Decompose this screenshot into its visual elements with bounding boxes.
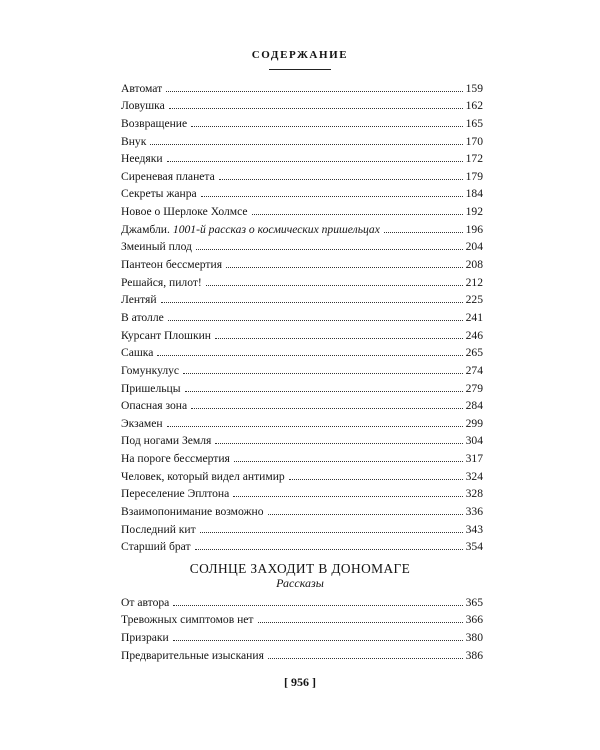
toc-entry-page: 159 bbox=[465, 81, 483, 95]
toc-entry-title: Старший брат bbox=[121, 540, 191, 554]
toc-entry-title: Переселение Эплтона bbox=[121, 487, 230, 501]
toc-entry-title: От автора bbox=[121, 595, 170, 609]
toc-entry-page: 284 bbox=[465, 399, 483, 413]
toc-entry bbox=[121, 218, 483, 236]
toc-entry bbox=[121, 200, 483, 218]
toc-entry-page: 317 bbox=[465, 452, 483, 466]
toc-entry bbox=[121, 95, 483, 113]
toc-entry bbox=[121, 483, 483, 501]
toc-entry bbox=[121, 626, 483, 644]
toc-entry bbox=[121, 253, 483, 271]
toc-entry-title: Курсант Плошкин bbox=[121, 328, 211, 342]
toc-entry-title: Возвращение bbox=[121, 116, 188, 130]
toc-entry-title: Последний кит bbox=[121, 522, 196, 536]
toc-entry-title: Неедяки bbox=[121, 152, 163, 166]
toc-entry bbox=[121, 165, 483, 183]
dot-leader bbox=[195, 549, 463, 550]
toc-entry bbox=[121, 77, 483, 95]
dot-leader bbox=[258, 622, 463, 623]
toc-entry-title: Экзамен bbox=[121, 416, 163, 430]
toc-entry-page: 265 bbox=[465, 346, 483, 360]
running-head: СОДЕРЖАНИЕ bbox=[251, 49, 349, 61]
toc-entry-page: 184 bbox=[465, 187, 483, 201]
toc-entry-page: 299 bbox=[465, 416, 483, 430]
toc-entry-title: Призраки bbox=[121, 630, 169, 644]
toc-entry-page: 324 bbox=[465, 469, 483, 483]
toc-entry bbox=[121, 609, 483, 627]
toc-entry bbox=[121, 236, 483, 254]
toc-entry-page: 172 bbox=[465, 152, 483, 166]
toc-entry-page: 162 bbox=[465, 99, 483, 113]
toc-entry-title: Ловушка bbox=[121, 99, 165, 113]
toc-entry bbox=[121, 130, 483, 148]
toc-entry-title: Гомункулус bbox=[121, 363, 180, 377]
toc-entry bbox=[121, 112, 483, 130]
toc-entry-title: Опасная зона bbox=[121, 399, 188, 413]
toc-entry-title: Сашка bbox=[121, 346, 154, 360]
dot-leader bbox=[173, 640, 463, 641]
section-subheading: Рассказы bbox=[276, 576, 324, 590]
toc-entry-title: Джамбли. bbox=[121, 222, 170, 236]
toc-entry-page: 165 bbox=[465, 116, 483, 130]
toc-entry bbox=[121, 324, 483, 342]
toc-entry-page: 336 bbox=[465, 505, 483, 519]
dot-leader bbox=[289, 479, 463, 480]
toc-entry-page: 246 bbox=[465, 328, 483, 342]
toc-entry bbox=[121, 500, 483, 518]
dot-leader bbox=[161, 302, 463, 303]
toc-main-list bbox=[121, 77, 483, 553]
toc-entry-title: Взаимопонимание возможно bbox=[121, 505, 264, 519]
dot-leader bbox=[233, 496, 462, 497]
dot-leader bbox=[167, 161, 463, 162]
toc-entry bbox=[121, 518, 483, 536]
toc-entry bbox=[121, 465, 483, 483]
toc-entry bbox=[121, 183, 483, 201]
toc-entry-page: 192 bbox=[465, 205, 483, 219]
toc-entry-title: Пантеон бессмертия bbox=[121, 258, 223, 272]
toc-entry-page: 241 bbox=[465, 310, 483, 324]
toc-entry bbox=[121, 591, 483, 609]
toc-entry-page: 179 bbox=[465, 169, 483, 183]
dot-leader bbox=[196, 249, 463, 250]
toc-entry-title: Змеиный плод bbox=[121, 240, 192, 254]
toc-entry-title: Сиреневая планета bbox=[121, 169, 215, 183]
toc-entry-title: Предварительные изыскания bbox=[121, 648, 264, 662]
toc-entry-page: 366 bbox=[465, 613, 483, 627]
toc-entry-page: 208 bbox=[465, 258, 483, 272]
dot-leader bbox=[157, 355, 462, 356]
toc-entry-page: 354 bbox=[465, 540, 483, 554]
toc-entry bbox=[121, 377, 483, 395]
toc-entry bbox=[121, 430, 483, 448]
toc-entry-title: Секреты жанра bbox=[121, 187, 197, 201]
dot-leader bbox=[185, 391, 463, 392]
dot-leader bbox=[168, 320, 463, 321]
dot-leader bbox=[183, 373, 463, 374]
toc-entry bbox=[121, 536, 483, 554]
toc-entry-page: 380 bbox=[465, 630, 483, 644]
dot-leader bbox=[268, 514, 463, 515]
toc-entry-page: 225 bbox=[465, 293, 483, 307]
toc-entry-page: 204 bbox=[465, 240, 483, 254]
dot-leader bbox=[167, 426, 463, 427]
toc-entry-title: Пришельцы bbox=[121, 381, 181, 395]
dot-leader bbox=[219, 179, 463, 180]
toc-entry bbox=[121, 395, 483, 413]
toc-entry-page: 212 bbox=[465, 275, 483, 289]
toc-entry-page: 328 bbox=[465, 487, 483, 501]
dot-leader bbox=[384, 232, 463, 233]
head-rule bbox=[269, 69, 331, 70]
dot-leader bbox=[169, 108, 463, 109]
page-number: [ 956 ] bbox=[284, 675, 316, 689]
toc-entry bbox=[121, 644, 483, 662]
dot-leader bbox=[234, 461, 463, 462]
toc-entry-title: Под ногами Земля bbox=[121, 434, 212, 448]
toc-entry-title: В атолле bbox=[121, 310, 164, 324]
toc-entry bbox=[121, 306, 483, 324]
dot-leader bbox=[226, 267, 463, 268]
toc-entry bbox=[121, 289, 483, 307]
dot-leader bbox=[191, 126, 462, 127]
toc-entry-title: Автомат bbox=[121, 81, 163, 95]
toc-entry-title: На пороге бессмертия bbox=[121, 452, 230, 466]
section-heading: СОЛНЦЕ ЗАХОДИТ В ДОНОМАГЕ bbox=[189, 561, 411, 576]
toc-entry-title: Человек, который видел антимир bbox=[121, 469, 285, 483]
toc-entry-subtitle: 1001-й рассказ о космических пришельцах bbox=[172, 222, 380, 236]
toc-entry bbox=[121, 271, 483, 289]
dot-leader bbox=[215, 338, 463, 339]
dot-leader bbox=[201, 196, 463, 197]
toc-entry-page: 343 bbox=[465, 522, 483, 536]
dot-leader bbox=[173, 605, 462, 606]
toc-entry-title: Внук bbox=[121, 134, 147, 148]
toc-entry-page: 279 bbox=[465, 381, 483, 395]
toc-entry bbox=[121, 359, 483, 377]
toc-entry-title: Лентяй bbox=[121, 293, 157, 307]
toc-entry bbox=[121, 148, 483, 166]
toc-section-list bbox=[121, 591, 483, 662]
toc-entry-page: 365 bbox=[465, 595, 483, 609]
dot-leader bbox=[252, 214, 463, 215]
toc-entry-page: 304 bbox=[465, 434, 483, 448]
toc-entry-title: Тревожных симптомов нет bbox=[121, 613, 254, 627]
dot-leader bbox=[191, 408, 463, 409]
dot-leader bbox=[268, 658, 463, 659]
toc-entry-page: 196 bbox=[465, 222, 483, 236]
toc-entry-title: Новое о Шерлоке Холмсе bbox=[121, 205, 248, 219]
toc-entry-page: 386 bbox=[465, 648, 483, 662]
toc-entry-title: Решайся, пилот! bbox=[121, 275, 202, 289]
toc-entry bbox=[121, 342, 483, 360]
toc-entry bbox=[121, 447, 483, 465]
dot-leader bbox=[150, 144, 462, 145]
dot-leader bbox=[206, 285, 463, 286]
toc-entry-page: 170 bbox=[465, 134, 483, 148]
dot-leader bbox=[200, 532, 463, 533]
toc-entry-page: 274 bbox=[465, 363, 483, 377]
dot-leader bbox=[215, 443, 462, 444]
toc-entry bbox=[121, 412, 483, 430]
dot-leader bbox=[166, 91, 462, 92]
